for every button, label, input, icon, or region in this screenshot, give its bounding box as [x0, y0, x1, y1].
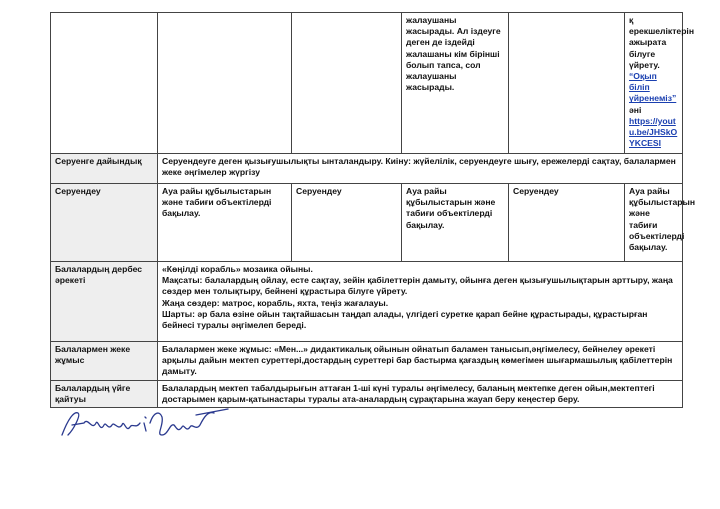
walk-prep-text: Серуендеуге деген қызығушылықты ынталандыру. Киіну: жүйелілік, серуендеуге шығу, ережелерді сақтау, балалармен жеке әңгімелер жүргізу	[158, 154, 683, 184]
song-cell	[625, 13, 695, 154]
table-row	[51, 380, 683, 407]
independent-activity	[158, 262, 683, 342]
walk-label: Серуендеу	[51, 184, 158, 262]
individual-label: Балалармен жеке жұмыс	[51, 342, 158, 381]
walk-prep-label: Серуенге дайындық	[51, 154, 158, 184]
song-suffix: әні	[629, 104, 642, 115]
table-row	[51, 184, 683, 262]
walk-observation-5: Ауа райы құбылыстарын және табиғи объектілерді бақылау.	[625, 184, 683, 262]
game-title: «Көңілді корабль» мозаика ойыны.	[162, 264, 313, 274]
table-row	[51, 342, 683, 381]
plan-table	[50, 12, 696, 408]
table-row	[51, 13, 683, 154]
new-words: Жаңа сөздер: матрос, корабль, яхта, теңіз жағалауы.	[162, 297, 389, 308]
game-description: жалаушаны жасырады. Ал іздеуге деген де іздейді жалашаны кім бірінші болып тапса, сол жалаушаны жасырады.	[402, 13, 509, 154]
walk-observation-3: Ауа райы құбылыстарын және табиғи объектілерді бақылау.	[402, 184, 509, 262]
individual-text: Балалармен жеке жұмыс: «Мен...» дидактикалық ойынын ойнатып баламен танысып,әңгімелесу, бейнелеу әрекеті арқылы дайын мектеп суреттері,достардың суреттері бар бастырма қағаздың көмегімен шығармашылық қабілеттерін дамыту.	[158, 342, 683, 381]
song-link[interactable]: “Оқып біліп үйренеміз”	[629, 71, 677, 104]
table-row	[51, 262, 683, 342]
walk-cell-4: Серуендеу	[509, 184, 625, 262]
home-label: Балалардың үйге қайтуы	[51, 380, 158, 407]
independent-label: Балалардың дербес әрекеті	[51, 262, 158, 342]
skill-text: қ ерекшеліктерін ажырата білуге үйрету.	[629, 15, 695, 70]
walk-observation-1: Ауа райы құбылыстарын және табиғи объектілерді бақылау.	[158, 184, 292, 262]
handwritten-signature	[58, 405, 238, 445]
game-goal: Мақсаты: балалардың ойлау, есте сақтау, зейін қабілеттерін дамыту, ойынға деген қызығушылықтарын арттыру, жаңа сөздер мен толықтыру, бейнені құрастыра білуге үйрету.	[162, 275, 673, 297]
game-rules: Шарты: әр бала өзіне ойын тақтайшасын таңдап алады, үлгідегі суретке қарап бейне құрастырады, құрастырған бейнесі туралы әңгімелеп береді.	[162, 308, 648, 331]
table-row	[51, 154, 683, 184]
video-link[interactable]: https://youtu.be/JHSkOYKCESI	[629, 115, 678, 149]
walk-cell-2: Серуендеу	[292, 184, 402, 262]
home-text: Балалардың мектеп табалдырығын аттаған 1-ші күні туралы әңгімелесу, баланың мектепке деген ойын,мектептегі достарымен қарым-қатынастары туралы ата-аналардың сұрақтарына жауап беру кеңестер беру.	[158, 380, 683, 407]
